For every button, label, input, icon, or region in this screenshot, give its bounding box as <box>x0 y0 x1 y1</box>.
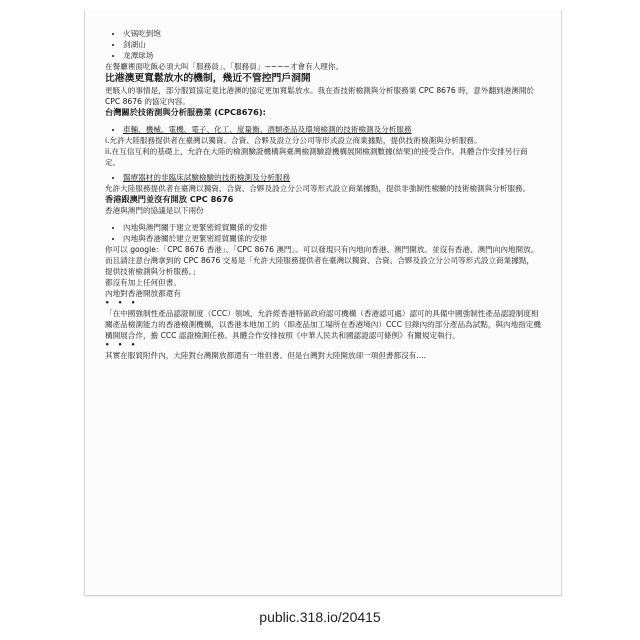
hkmo-intro: 香港與澳門的協議是以下兩份 <box>105 206 204 215</box>
notice-paragraph: 而且請注意台灣拿到的 CPC 8676 交易是「允許大陸服務提供者在臺灣以獨資、合資、合夥及設立分公司等形式設立商業據點，提供技術檢測與分析服務。」 <box>105 256 535 276</box>
list-item: • 剑湖山 <box>123 39 541 50</box>
closing-paragraph: 其實在服貿附件內，大陸對台灣開放都還有一堆但書。但是台灣對大陸開放卻一項但書都沒有.... <box>105 351 426 360</box>
hkmo-list <box>105 222 541 244</box>
no-conditions-line: 都沒有加上任何但書。 <box>105 278 181 287</box>
taiwan-paragraph-ii: ii.在互信互利的基礎上，允許在大陸的檢測驗證機構與臺灣檢測驗證機構展開檢測數據(結果)的接受合作。具體合作安排另行商定。 <box>105 147 528 167</box>
restaurant-line: 在餐廳裡面吃飯必須大叫「服務員」、「服務員」~~~~才會有人理你。 <box>105 62 344 71</box>
quote-paragraph: 「在中國強制性產品認證制度（CCC）領域，允許經香港特區政府認可機構（香港認可處）認可的具備中國強制性產品認證制度相關產品檢測能力的香港檢測機構，以香港本地加工的（即產品加工場所在香港境內）CCC 目錄內的部分產品為試點，與內地指定機構開展合作，擔 CCC 認證檢測任務。具體合作安排按照《中華人民共和國認證認可條例》有關規定執行。 <box>105 309 541 340</box>
list-item: • 火锅吃到饱 <box>123 28 541 39</box>
taiwan-paragraph-2: 允許大陸服務提供者在臺灣以獨資、合資、合夥及設立分公司等形式設立商業據點，提供非強制性檢驗的技術檢測與分析服務。 <box>105 184 531 193</box>
hkmo-heading: 香港跟澳門並沒有開放 CPC 8676 <box>105 194 234 204</box>
google-paragraph: 你可以 google：「CPC 8676 香港」、「CPC 8676 澳門」。可以發現只有內地向香港、澳門開放。並沒有香港、澳門向內地開放。 <box>105 245 539 254</box>
ellipsis-dots: • • • <box>105 341 139 349</box>
document-page <box>84 10 562 596</box>
inland-line: 內地對香港開放都還有 <box>105 289 181 298</box>
ellipsis-dots: • • • <box>105 299 139 307</box>
taiwan-heading: 台灣關於技術測與分析服務業 (CPC8676): <box>105 107 266 117</box>
taiwan-paragraph-i: i.允許大陸服務提供者在臺灣以獨資、合資、合夥及設立分公司等形式設立商業據點，提供技術檢測與分析服務。 <box>105 136 482 145</box>
list-item: • 內地與香港關於建立更緊密經貿關係的安排 <box>123 233 541 244</box>
list-item: • 醫療器材的非臨床試驗檢驗的技術檢測及分析服務 <box>123 172 541 183</box>
top-bullet-list <box>105 28 541 61</box>
document-content <box>105 28 541 361</box>
taiwan-bullet-list-2 <box>105 172 541 183</box>
taiwan-bullet-list-1 <box>105 124 541 135</box>
source-url: public.318.io/20415 <box>259 609 381 625</box>
intro-paragraph: 更駭人的事情是，部分服貿協定竟比港澳的協定更加寬鬆放水。我在查技術檢測與分析服務業 CPC 8676 時，意外翻到港澳開於 CPC 8676 的協定內容。 <box>105 86 535 106</box>
section-heading-main: 比港澳更寬鬆放水的機制，幾近不管控門戶洞開 <box>105 73 311 84</box>
list-item: • 內地與澳門關于建立更緊密經貿關係的安排 <box>123 222 541 233</box>
list-item: • 車輛、機械、電機、電子、化工、度量衡、酒類產品及環境檢測的技術檢測及分析服務 <box>123 124 541 135</box>
list-item: • 龙潭球场 <box>123 50 541 61</box>
